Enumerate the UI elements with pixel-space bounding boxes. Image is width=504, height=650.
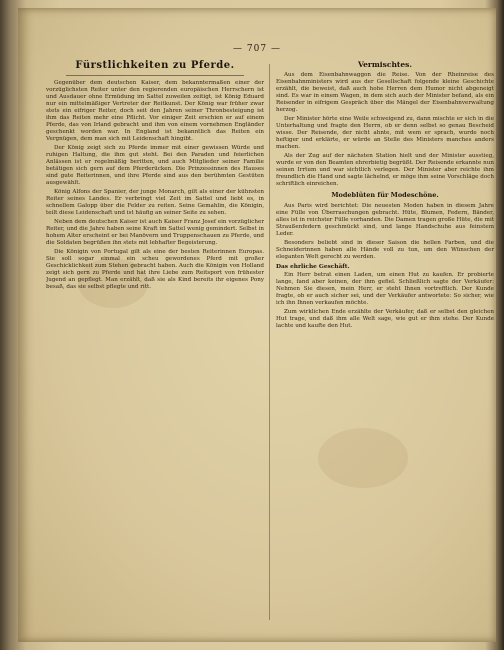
- section-heading: Modeblüten für Modeschöne.: [331, 191, 439, 199]
- title-rule: [66, 75, 244, 76]
- paragraph: Gegenüber dem deutschen Kaiser, dem bekanntermaßen einer der vorzüglichsten Reiter unter den regierenden europäischen Herrschern ist und Ausdauer ohne Ermüdung im Sattel zuweilen zeitigt, ist König Eduard nur ein mittelmäßiger Vertreter der Reitkunst. Der König war früher zwar stets ein eifriger Reiter, doch seit den Jahren seiner Thronbesteigung ist ihm das Reiten mehr eine Pflicht. Vor einiger Zeit erschien er auf einem Pferde, das von Irland gebracht und ihm von einem vornehmen Engländer geschenkt worden war. In England ist bekanntlich das Reiten ein Vergnügen, dem man sich mit Leidenschaft hingibt.: [46, 80, 264, 142]
- paragraph: Die Königin von Portugal gilt als eine der besten Reiterinnen Europas. Sie soll sogar einmal ein scheu gewordenes Pferd mit großer Geschicklichkeit zum Stehen gebracht haben. Auch die Königin von Holland zeigt sich gern zu Pferde und hat ihre Liebe zum Reitsport von frühester Jugend an gepflegt. Man erzählt, daß sie als Kind bereits ihr eigenes Pony besaß, das sie selbst pflegte und ritt.: [46, 249, 264, 290]
- right-column: [276, 60, 494, 628]
- paragraph: Neben dem deutschen Kaiser ist auch Kaiser Franz Josef ein vorzüglicher Reiter, und die Jahre haben seine Kraft im Sattel wenig gemindert. Selbst in hohem Alter erscheint er bei Manövern und Truppenschauen zu Pferde, und die Soldaten begrüßen ihn stets mit lebhafter Begeisterung.: [46, 219, 264, 246]
- section-heading: Das ehrliche Geschäft.: [276, 264, 350, 270]
- left-column: [46, 60, 264, 628]
- paragraph: Aus Paris wird berichtet: Die neuesten Moden haben in diesem Jahre eine Fülle von Überraschungen gebracht. Hüte, Blumen, Federn, Bänder, alles ist in reichster Fülle vorhanden. Die Damen tragen große Hüte, die mit Straußenfedern geschmückt sind, und lange Handschuhe aus feinstem Leder.: [276, 203, 494, 237]
- column-divider: [269, 64, 270, 620]
- book-page: [18, 8, 496, 642]
- paragraph: Zum wirklichen Ende erzählte der Verkäufer, daß er selbst den gleichen Hut trage, und daß ihm alle Welt sage, wie gut er ihm stehe. Der Kunde lachte und kaufte den Hut.: [276, 309, 494, 329]
- right-column-title: Vermischtes.: [358, 60, 412, 69]
- left-column-title: Fürstlichkeiten zu Pferde.: [75, 60, 235, 71]
- paragraph: Besonders beliebt sind in dieser Saison die hellen Farben, und die Schneiderinnen haben alle Hände voll zu tun, um den Wünschen der eleganten Welt gerecht zu werden.: [276, 240, 494, 260]
- paragraph: Der Minister hörte eine Weile schweigend zu, dann mischte er sich in die Unterhaltung und fragte den Herrn, ob er denn selbst so genau Bescheid wisse. Der Reisende, der nicht ahnte, mit wem er sprach, wurde noch heftiger und erklärte, er würde an Stelle des Ministers manches anders machen.: [276, 116, 494, 150]
- paragraph: König Alfons der Spanier, der junge Monarch, gilt als einer der kühnsten Reiter seines Landes. Er verbringt viel Zeit im Sattel und liebt es, in schnellem Galopp über die Felder zu reiten. Seine Gemahlin, die Königin, teilt diese Leidenschaft und ist häufig an seiner Seite zu sehen.: [46, 189, 264, 216]
- paragraph: Als der Zug auf der nächsten Station hielt und der Minister ausstieg, wurde er von den Beamten ehrerbietig begrüßt. Der Reisende erkannte nun seinen Irrtum und war sichtlich verlegen. Der Minister aber reichte ihm freundlich die Hand und sagte lächelnd, er möge ihm seine Vorschläge doch schriftlich einreichen.: [276, 153, 494, 187]
- paragraph: Aus dem Eisenbahnwaggon die Reise. Von der Rheinreise des Eisenbahnministers wird aus der Gesellschaft folgende kleine Geschichte erzählt, die beweist, daß auch hohe Herren dem Humor nicht abgeneigt sind. Es war in einem Wagen, in dem sich auch der Minister befand, als ein Reisender in eifrigem Gespräch über die Mängel der Eisenbahnverwaltung herzog.: [276, 72, 494, 113]
- page-number: — 707 —: [233, 44, 281, 54]
- paragraph: Ein Herr betrat einen Laden, um einen Hut zu kaufen. Er probierte lange, fand aber keinen, der ihm gefiel. Schließlich sagte der Verkäufer: Nehmen Sie diesen, mein Herr, er steht Ihnen vortrefflich. Der Kunde fragte, ob er auch sicher sei, und der Verkäufer antwortete: So sicher, wie ich ihn Ihnen verkaufen möchte.: [276, 272, 494, 306]
- paragraph: Der König zeigt sich zu Pferde immer mit einer gewissen Würde und ruhigen Haltung, die ihm gut steht. Bei den Paraden und feierlichen Anlässen ist er regelmäßig beritten, und auch Mitglieder seiner Familie betätigen sich gern auf dem Pferderücken. Die Prinzessinnen des Hauses sind gute Reiterinnen, und ihre Pferde sind aus den berühmten Gestüten ausgewählt.: [46, 145, 264, 186]
